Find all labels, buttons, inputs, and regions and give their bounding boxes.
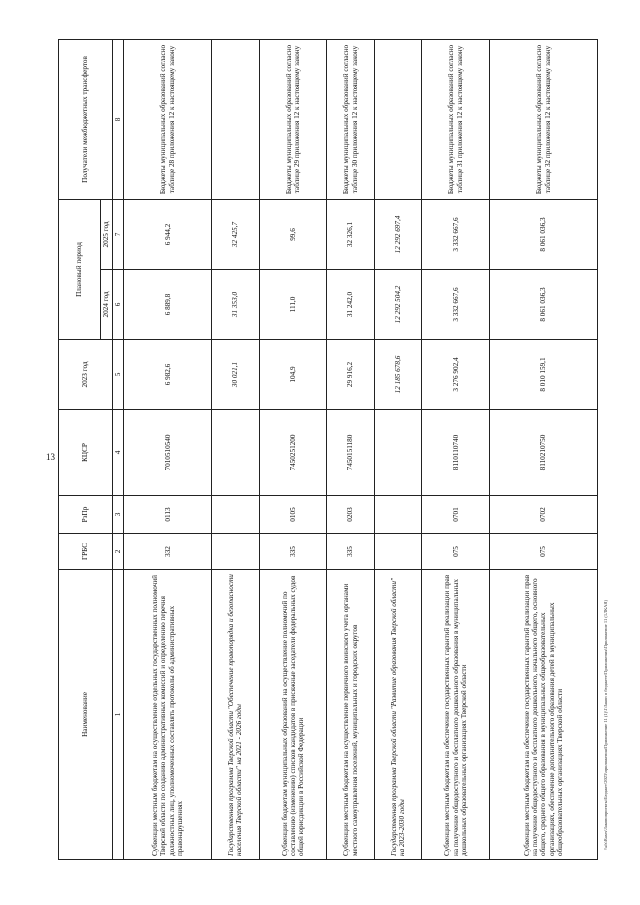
cell-2025: 12 292 697,4 <box>374 199 422 269</box>
table-row <box>422 39 490 859</box>
cell-grbs <box>212 534 260 570</box>
cell-grbs: 335 <box>259 534 327 570</box>
cell-recipients <box>212 39 260 199</box>
cell-recipients: Бюджеты муниципальных образований согласно таблице 28 приложения 12 к настоящему закону <box>124 39 212 199</box>
cell-2023: 6 982,6 <box>124 340 212 410</box>
cell-2023: 29 916,2 <box>327 340 375 410</box>
cell-2023: 104,9 <box>259 340 327 410</box>
cell-rzpr: 0113 <box>124 496 212 534</box>
index-cell: 7 <box>113 199 124 269</box>
cell-grbs: 075 <box>422 534 490 570</box>
cell-rzpr <box>374 496 422 534</box>
cell-grbs: 335 <box>327 534 375 570</box>
cell-name: Субвенции местным бюджетам на обеспечение государственных гарантий реализации прав на получение общедоступного и бесплатного дошкольного образования в муниципальных дошкольных образовательных организациях Тверской области <box>422 570 490 860</box>
cell-rzpr <box>212 496 260 534</box>
header-kcsr: КЦСР <box>59 410 113 496</box>
cell-2023: 30 021,1 <box>212 340 260 410</box>
cell-kcsr: 8110210750 <box>490 410 598 496</box>
page-number: 13 <box>46 452 55 462</box>
cell-2025: 32 425,7 <box>212 199 260 269</box>
cell-rzpr: 0105 <box>259 496 327 534</box>
cell-name: Субвенции бюджетам муниципальных образований на осуществление полномочий по составлению (изменению) списков кандидатов в присяжные заседатели федеральных судов общей юрисдикции в Российской Федерации <box>259 570 327 860</box>
table-row <box>327 39 375 859</box>
table-row <box>124 39 212 859</box>
cell-grbs: 075 <box>490 534 598 570</box>
cell-rzpr: 0702 <box>490 496 598 534</box>
cell-2025: 99,6 <box>259 199 327 269</box>
index-cell: 6 <box>113 270 124 340</box>
cell-rzpr: 0701 <box>422 496 490 534</box>
table-row <box>212 39 260 859</box>
footer-file-path: \\sfs\Bases\Законопроекты\Бюджет\2023\приложения\Приложение 11 (1)\1\Закон о бюджете\Приложения\Приложение 11 (1ЛКАЯ) <box>603 600 608 850</box>
table-row <box>490 39 598 859</box>
cell-kcsr: 8110110740 <box>422 410 490 496</box>
index-cell: 1 <box>113 570 124 860</box>
cell-recipients <box>374 39 422 199</box>
cell-2025: 6 944,2 <box>124 199 212 269</box>
cell-rzpr: 0203 <box>327 496 375 534</box>
cell-kcsr: 7450251200 <box>259 410 327 496</box>
cell-name: Субвенции местным бюджетам на осуществление первичного воинского учета органами местного самоуправления поселений, муниципальных и городских округов <box>327 570 375 860</box>
cell-grbs <box>374 534 422 570</box>
index-cell: 4 <box>113 410 124 496</box>
cell-2023: 3 276 902,4 <box>422 340 490 410</box>
cell-name: Государственная программа Тверской области "Развитие образования Тверской области" на 2023-2030 годы <box>374 570 422 860</box>
cell-2024: 6 889,8 <box>124 270 212 340</box>
cell-2024: 111,0 <box>259 270 327 340</box>
transfers-table <box>58 39 598 860</box>
cell-recipients: Бюджеты муниципальных образований согласно таблице 31 приложения 12 к настоящему закону <box>422 39 490 199</box>
index-cell: 8 <box>113 39 124 199</box>
cell-grbs: 332 <box>124 534 212 570</box>
header-2023: 2023 год <box>59 340 113 410</box>
cell-2023: 12 185 678,6 <box>374 340 422 410</box>
cell-2024: 12 292 504,2 <box>374 270 422 340</box>
cell-recipients: Бюджеты муниципальных образований согласно таблице 30 приложения 12 к настоящему закону <box>327 39 375 199</box>
cell-kcsr: 7010510540 <box>124 410 212 496</box>
table-row <box>374 39 422 859</box>
header-2025: 2025 год <box>101 199 113 269</box>
cell-recipients: Бюджеты муниципальных образований согласно таблице 29 приложения 12 к настоящему закону <box>259 39 327 199</box>
index-cell: 2 <box>113 534 124 570</box>
header-plan-period: Плановый период <box>59 199 101 339</box>
cell-2024: 3 332 667,6 <box>422 270 490 340</box>
cell-2025: 8 061 036,3 <box>490 199 598 269</box>
rotated-page <box>58 40 598 860</box>
header-name: Наименование <box>59 570 113 860</box>
index-cell: 3 <box>113 496 124 534</box>
cell-2024: 31 353,0 <box>212 270 260 340</box>
cell-name: Государственная программа Тверской области "Обеспечение правопорядка и безопасности населения Тверской области" на 2021 - 2026 годы <box>212 570 260 860</box>
cell-name: Субвенции местным бюджетам на осуществление отдельных государственных полномочий Тверской области по созданию административных комиссий и определению перечня должностных лиц, уполномоченных составлять протоколы об административных правонарушениях <box>124 570 212 860</box>
header-grbs: ГРБС <box>59 534 113 570</box>
cell-kcsr: 7450151180 <box>327 410 375 496</box>
cell-name: Субвенции местным бюджетам на обеспечение государственных гарантий реализации прав на получение общедоступного и бесплатного дошкольного, начального общего, основного общего, среднего общего образования в муниципальных общеобразовательных организациях, обеспечение дополнительного образования детей в муниципальных общеобразовательных организациях Тверской области <box>490 570 598 860</box>
cell-2025: 32 326,1 <box>327 199 375 269</box>
header-rzpr: РзПр <box>59 496 113 534</box>
cell-2024: 8 061 036,3 <box>490 270 598 340</box>
column-index-row <box>113 39 124 859</box>
cell-2025: 3 332 667,6 <box>422 199 490 269</box>
cell-2023: 8 010 159,1 <box>490 340 598 410</box>
header-recipients: Получатели межбюджетных трансфертов <box>59 39 113 199</box>
table-row <box>259 39 327 859</box>
cell-recipients: Бюджеты муниципальных образований согласно таблице 32 приложения 12 к настоящему закону <box>490 39 598 199</box>
cell-kcsr <box>374 410 422 496</box>
cell-kcsr <box>212 410 260 496</box>
cell-2024: 31 242,0 <box>327 270 375 340</box>
index-cell: 5 <box>113 340 124 410</box>
header-2024: 2024 год <box>101 270 113 340</box>
